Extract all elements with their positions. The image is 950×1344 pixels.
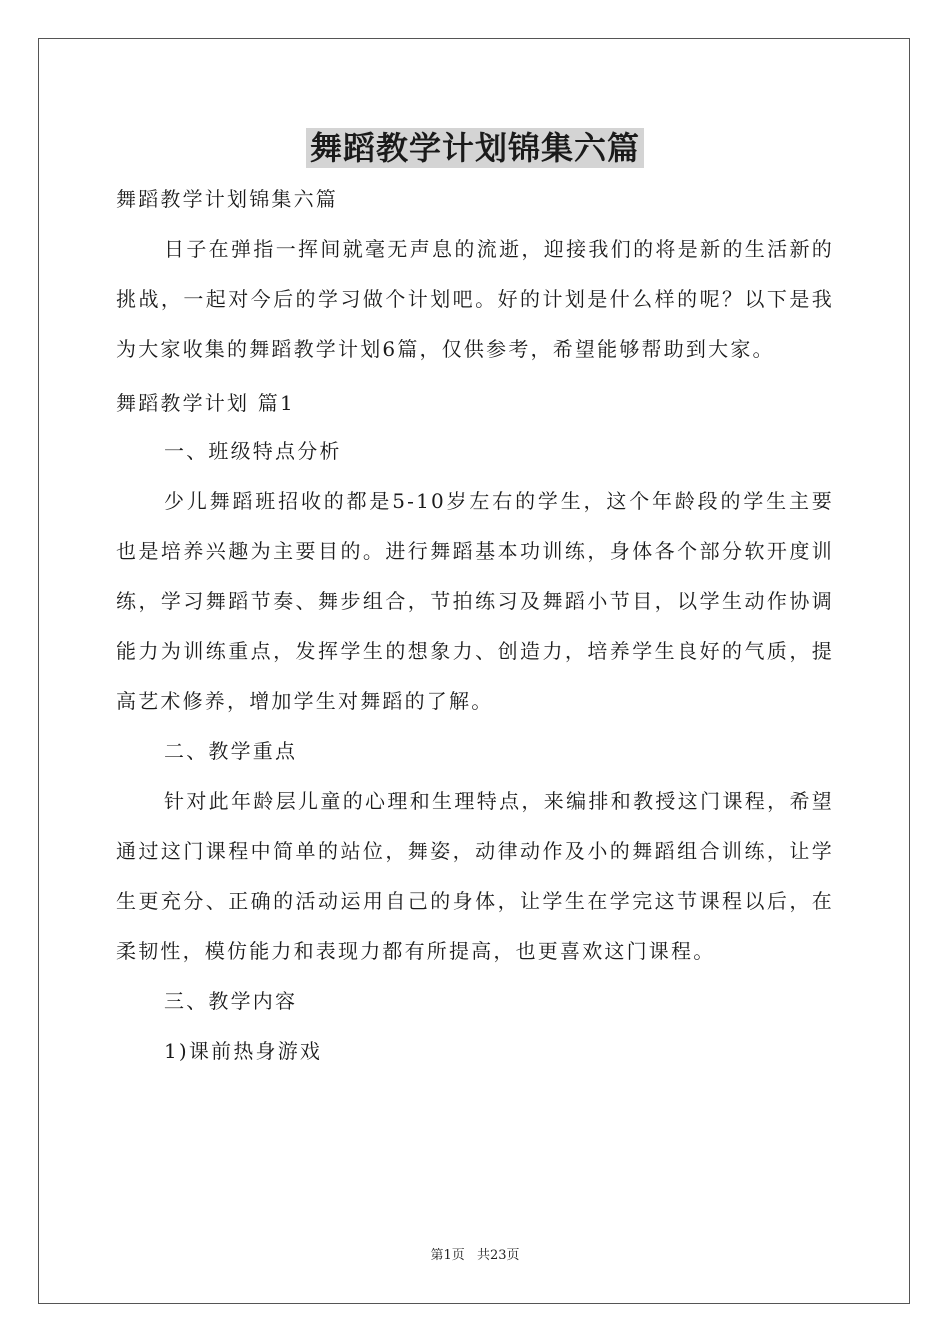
paragraph-class-analysis: 少儿舞蹈班招收的都是5-10岁左右的学生，这个年龄段的学生主要也是培养兴趣为主要目的。进行舞蹈基本功训练，身体各个部分软开度训练，学习舞蹈节奏、舞步组合，节拍练习及舞蹈小节目，以学生动作协调能力为训练重点，发挥学生的想象力、创造力，培养学生良好的气质，提高艺术修养，增加学生对舞蹈的了解。 [116, 489, 834, 713]
document-subtitle: 舞蹈教学计划锦集六篇 [116, 187, 338, 211]
page-footer [0, 1247, 950, 1265]
heading-teaching-content: 三、教学内容 [164, 989, 298, 1013]
intro-paragraph: 日子在弹指一挥间就毫无声息的流逝，迎接我们的将是新的生活新的挑战，一起对今后的学习做个计划吧。好的计划是什么样的呢？以下是我为大家收集的舞蹈教学计划6篇，仅供参考，希望能够帮助到大家。 [116, 237, 834, 361]
section-title: 舞蹈教学计划 篇1 [116, 391, 295, 415]
heading-class-analysis: 一、班级特点分析 [164, 439, 342, 463]
page-number: 第1页 [430, 1248, 465, 1263]
document-body [116, 180, 834, 1076]
paragraph-teaching-focus: 针对此年龄层儿童的心理和生理特点，来编排和教授这门课程，希望通过这门课程中简单的站位，舞姿，动律动作及小的舞蹈组合训练，让学生更充分、正确的活动运用自己的身体，让学生在学完这节课程以后，在柔韧性，模仿能力和表现力都有所提高，也更喜欢这门课程。 [116, 789, 834, 963]
page-total: 共23页 [476, 1248, 520, 1263]
heading-teaching-focus: 二、教学重点 [164, 739, 298, 763]
title-wrap [0, 128, 950, 168]
list-item-warmup: 1)课前热身游戏 [164, 1039, 323, 1063]
document-title: 舞蹈教学计划锦集六篇 [306, 128, 644, 168]
